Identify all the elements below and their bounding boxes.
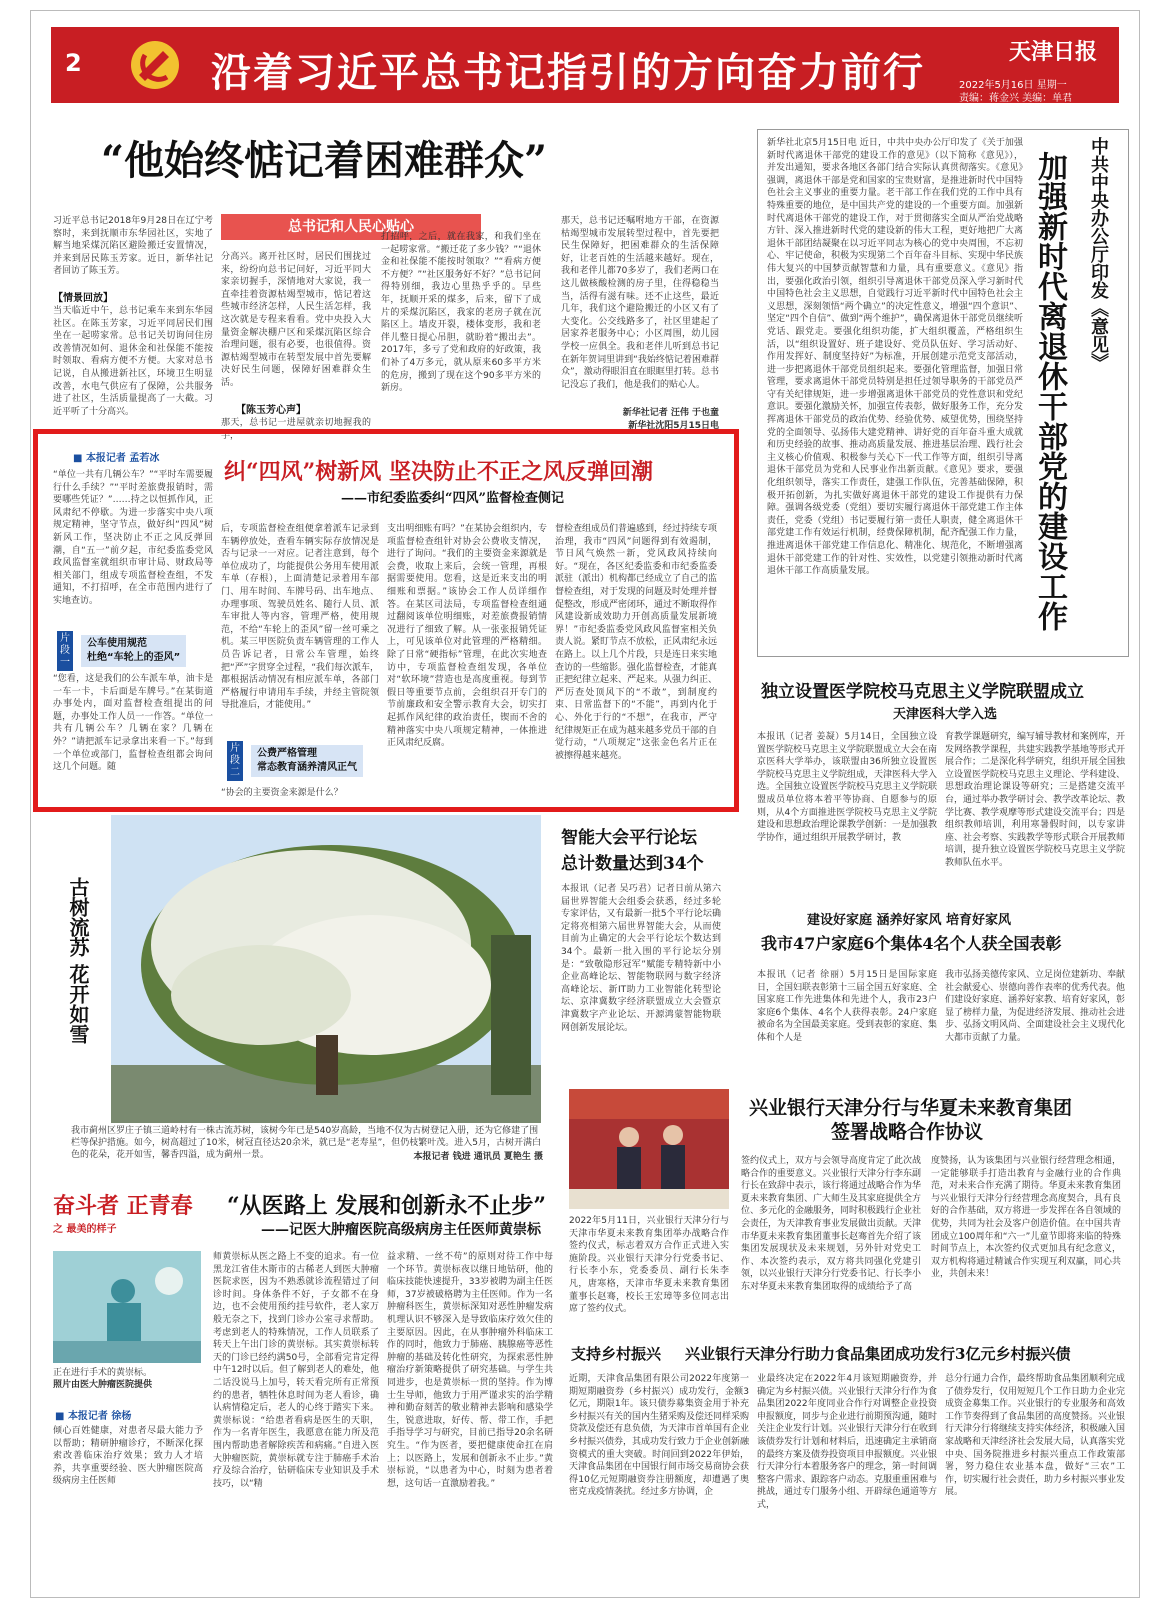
issue-meta [959, 79, 1111, 105]
article1-dateline: 新华社沈阳5月15日电 [628, 421, 719, 431]
article6-col1: 倾心百姓健康，对患者尽最大能力予以帮助；精研肿瘤诊疗，不断深化探索改善临床治疗效果；致力人才培养，共享重要经验、医大肿瘤医院高级病房主任医师 [53, 1426, 203, 1487]
article8-col2: 业最终决定在2022年4月该短期融资券，并确定为乡村振兴债。兴业银行天津分行作为食品集团2022年度同业合作行对调整企业投资申报额度，同步与企业进行前期预沟通，随时关注企业发行计划。兴业银行天津分行在收到该债券发行计划和材料后，迅速确定主承销商的最终方案及债券投资项目申报额度。兴业银行天津分行本着服务客户的理念，第一时间调整客户需求、跟踪客户动态。克服重重困难与挑战，通过专门服务小组、开辟绿色通道等方式， [757, 1374, 938, 1510]
article5-col1: 本报讯（记者 徐丽）5月15日是国际家庭日，全国妇联表彰第十三届全国五好家庭、全国家庭工作先进集体和先进个人，我市23户家庭6个集体、4名个人获得表彰。24户家庭被命名为全国最美家庭。受到表彰的家庭、集体和个人是 [757, 970, 938, 1043]
article1-col4: 那天，总书记还嘱咐地方干部，在资源枯竭型城市发展转型过程中，首先要把民生保障好，把困难群众的生活保障好，让老百姓的生活越来越好。现在，我和老伴儿都70多岁了，我们老两口在这儿做核酸检测的房子里，住得稳稳当当，活得有滋有味。还不止这些，最近几年，我们这个避险搬迁的小区又有了大变化。公交线路多了，社区里建起了居家养老服务中心；小区周围，幼儿园学校一应俱全。我和老伴儿听到总书记在新年贺词里讲到“我始终惦记着困难群众”，激动得眼泪直在眼眶里打转。总书记没忘了我们，他是我们的贴心人。 [561, 216, 719, 390]
tree-photo [111, 815, 541, 1123]
article7-headline-2: 签署战略合作协议 [831, 1121, 984, 1143]
paper-name: 天津日报 [1009, 39, 1098, 65]
article1-sub2: 【陈玉芳心声】 [236, 405, 306, 416]
article8-headline-left: 支持乡村振兴 [571, 1345, 662, 1363]
article2-piece2: “协会的主要资金来源是什么？ [221, 788, 343, 798]
pianduan-1-line2: 杜绝“车轮上的歪风” [87, 652, 181, 663]
signing-illustration [569, 1089, 729, 1209]
sidebar-text: 新华社北京5月15日电 近日，中共中央办公厅印发了《关于加强新时代离退休干部党的建设工作的意见》（以下简称《意见》），并发出通知，要求各地区各部门结合实际认真贯彻落实。《意见》强调，离退休干部是党和国家的宝贵财富，是推进新时代中国特色社会主义事业的重要力量。老干部工作在我们党的工作中具有特殊重要的地位，是中国共产党的建设的一个重要方面。加强新时代离退休干部党的建设工作，对于贯彻落实全面从严治党战略方针、深入推进新时代党的建设新的伟大工程，更好地把广大离退休干部团结凝聚在以习近平同志为核心的党中央周围，不忘初心、牢记使命，积极为实现第二个百年奋斗目标、实现中华民族伟大复兴的中国梦贡献智慧和力量，具有重要意义。《意见》指出，要强化政治引领，组织引导离退休干部党员深入学习新时代中国特色社会主义思想，自觉践行习近平新时代中国特色社会主义思想，深刻领悟“两个确立”的决定性意义，增强“四个意识”、坚定“四个自信”、做到“两个维护”，确保离退休干部党员继续听党话、跟党走。要强化组织功能，扩大组织覆盖，严格组织生活，以“组织设置好、班子建设好、党员队伍好、学习活动好、作用发挥好、制度坚持好”为标准，开展创建示范党支部活动，进一步把离退休干部党员组织起来。要强化管理监督，加强日常管理，要求离退休干部党员特别是担任过领导职务的干部党员严守有关纪律规矩，进一步增强离退休干部党员的党性意识和党纪意识。要强化激励关怀，加强宣传表彰，做好服务工作，充分发挥离退休干部党员的政治优势、经验优势、威望优势，围绕坚持党的全面领导、弘扬伟大建党精神、讲好党的百年奋斗重大成就和历史经验的故事、推动高质量发展、推进基层治理、践行社会主义核心价值观、积极参与关心下一代工作等方面，组织引导离退休干部党员为党和人民事业作出新贡献。《意见》要求，要强化组织领导，落实工作责任，建强工作队伍，完善基础保障，积极开拓创新，为扎实做好离退休干部党的建设工作提供有力保障。强调各级党委（党组）要切实履行离退休干部党建工作主体责任，党委（党组）书记要履行第一责任人职责，健全离退休干部党建工作有效运行机制，经费保障机制，配齐配强工作力量，推进离退休干部党建工作信息化、精准化、规范化，不断增强离退休干部党建工作的针对性、实效性，以党建引领推动新时代离退休干部工作高质量发展。 [767, 138, 1023, 577]
article3-headline: 独立设置医学院校马克思主义学院联盟成立 [761, 682, 1084, 702]
banner-title: 沿着习近平总书记指引的方向奋力前行 [211, 49, 925, 96]
article5-col2: 我市弘扬美德传家风、立足岗位建新功、奉献社会献爱心、崇德向善作表率的优秀代表。他们建设好家庭、涵养好家教、培育好家风，彰显了榜样力量，为促进经济发展、推动社会进步、弘扬文明风尚、全面建设社会主义现代化大都市贡献了力量。 [945, 970, 1126, 1043]
surgery-photo [53, 1251, 201, 1363]
signing-photo [569, 1089, 729, 1209]
article6-subheadline: ——记医大肿瘤医院高级病房主任医师黄崇标 [261, 1222, 541, 1238]
article7-headline-1: 兴业银行天津分行与华夏未来教育集团 [749, 1097, 1073, 1119]
article8-headline-right: 兴业银行天津分行助力食品集团成功发行3亿元乡村振兴债 [685, 1345, 1071, 1363]
column-name: 奋斗者 正青春 [53, 1189, 211, 1220]
article7-col3: 度赞扬，认为该集团与兴业银行经营理念相通，一定能够联手打造出教育与金融行业的合作典范，对未来合作充满了期待。华夏未来教育集团与兴业银行天津分行经营理念高度契合，具有良好的合作基础，双方将进一步发挥在各自领域的优势，共同为社会及客户创造价值。在中国共青团成立100周年和“六一”儿童节即将来临的特殊时间节点上，本次签约仪式更加具有纪念意义，双方机构将通过精诚合作实现互利双赢，同心共业，共创未来！ [931, 1156, 1121, 1280]
article6-col2: 师黄崇标从医之路上不变的追求。有一位黑龙江省佳木斯市的古稀老人到医大肿瘤医院求医，因为不熟悉就诊流程错过了问诊时间。身体条件不好，子女都不在身边，也不会使用预约挂号软件，老人家万般无奈之下，找到门诊办公室寻求帮助。考虑到老人的特殊情况，工作人员联系了转天上午出门诊的黄崇标。其实黄崇标转天的门诊已经约满50号，全部看完肯定得中午12时以后。但了解到老人的难处，他二话没说马上加号，转天看完所有正常预约的患者，牺牲休息时间为老人看诊，确认病情稳定后，老人的心终于踏实下来。黄崇标说：“给患者看病是医生的天职，作为一名青年医生，我愿意在能力所及范围内帮助患者解除疾苦和病痛。”自进入医大肿瘤医院，黄崇标就专注于肺癌手术治疗及综合治疗，钻研临床专业知识及手术技巧，以“精 [213, 1252, 379, 1489]
article5-headline-2: 我市47户家庭6个集体4名个人获全国表彰 [761, 934, 1062, 953]
article1-p2: 那天，总书记一进屋就亲切地握我的手， [221, 418, 371, 441]
pianduan-2-line2: 常态教育涵养清风正气 [257, 762, 357, 773]
article6-headline: “从医路上 发展和创新永不止步” [227, 1193, 546, 1219]
article1-col1: 当天临近中午，总书记乘车来到东华园社区。在陈玉芳家，习近平同居民们围坐在一起唠家常。总书记关切询问住房改善情况如何、退休金和社保能不能按时领取、看病方便不方便。大家对总书记说，自从搬进新社区，环境卫生明显改善，水电气供应有了保障，公共服务进了社区，生活质量提高了一大截。习近平听了十分高兴。 [53, 306, 213, 417]
pianduan-1-line1: 公车使用规范 [87, 638, 147, 649]
article1-credit: 新华社记者 汪伟 于也童 [622, 408, 719, 418]
photo-caption: 我市蓟州区罗庄子镇三道岭村有一株古流苏树，该树今年已是540岁高龄，当地不仅为古树登记入册，还为它修建了围栏等保护措施。如今，树高超过了10米，树冠直径达20余米，就已是“老寿星”，但仍枝繁叶茂。进入5月，古树开满白色的花朵，花开如雪，馨香四溢，成为蓟州一景。 [71, 1126, 541, 1160]
article2-byline: ■ 本报记者 孟若冰 [73, 449, 159, 464]
issue-date: 2022年5月16日 星期一 [959, 80, 1067, 91]
article2-piece1: “您看，这是我们的公车派车单，油卡是一车一卡，卡后面是车牌号。”在某街道办事处内，面对监督检查组提出的问题，办事处工作人员一一作答。“单位一共有几辆公车？几辆在家？几辆在外？”请把派车记录拿出来看一下。”每到一个单位或部门，监督检查组都会询问这几个问题。随 [53, 674, 213, 773]
party-emblem-icon [123, 37, 187, 93]
article4-headline-2: 总计数量达到34个 [561, 854, 704, 874]
article1-lead: 习近平总书记2018年9月28日在辽宁考察时，来到抚顺市东华园社区，实地了解当地采煤沉陷区避险搬迁安置情况，并来到居民陈玉芳家。近日，新华社记者回访了陈玉芳。 [53, 216, 213, 277]
article8-col3: 总分行通力合作，最终帮助食品集团顺利完成了债券发行，仅用短短几个工作日助力企业完成资金募集工作。兴业银行的专业服务和高效工作节奏得到了食品集团的高度赞扬。兴业银行天津分行将继续支持实体经济，积极融入国家战略和天津经济社会发展大局，认真落实党中央、国务院推进乡村振兴重点工作政策部署，努力稳住农业基本盘，做好“三农”工作，切实履行社会责任，助力乡村振兴事业发展。 [945, 1374, 1126, 1498]
pianduan-2 [227, 741, 363, 781]
photo-credit: 本报记者 钱进 通讯员 夏艳生 摄 [413, 1152, 543, 1162]
article6-byline: ■ 本报记者 徐杨 [55, 1407, 131, 1422]
tree-illustration [111, 815, 541, 1123]
surgery-illustration [53, 1251, 201, 1363]
page-banner [51, 27, 1119, 103]
pianduan-2-line1: 公费严格管理 [257, 748, 317, 759]
article5-headline-1: 建设好家庭 涵养好家风 培育好家风 [807, 913, 1012, 928]
article2-col1: “单位一共有几辆公车？”“平时车需要履行什么手续？”“平时差旅费报销时，需要哪些凭证？”……持之以恒抓作风，正风肃纪不停歇。为进一步落实中央八项规定精神，坚守节点，做好纠“四风”树新风工作，坚决防止不正之风反弹回潮，自“五一”前夕起，市纪委监委党风政风监督室就组织市审计局、财政局等相关部门，组成专项监督检查组，不发通知，不打招呼，在全市范围内进行了实地查访。 [53, 470, 213, 606]
article3-subheadline: 天津医科大学入选 [893, 707, 998, 722]
article1-col2: 分高兴。离开社区时，居民们围拢过来，纷纷向总书记问好，习近平同大家亲切握手，深情地对大家说，我一直牵挂着资源枯竭型城市，惦记着这些城市经济怎样，人民生活怎样，我这次就是专程来看看。党中央投入大量资金解决棚户区和采煤沉陷区综合治理问题，很有必要，也很值得。资源枯竭型城市在转型发展中首先要解决好民生问题，保障好困难群众生活。 [221, 252, 371, 388]
issue-editors: 责编：蒋金兴 美编：单君 [959, 93, 1073, 104]
article1-col3: 打招呼，之后，就在我家，和我们坐在一起唠家常。“搬迁花了多少钱？”“退休金和社保能不能按时领取？”“看病方便不方便？”“社区服务好不好？”总书记问得特别细，我边心里热乎乎的。早些年，抚顺开采的煤多，后来，留下了成片的采煤沉陷区，我家的老房子就在沉陷区上。墙皮开裂，楼体变形，我和老伴儿整日提心吊胆，就盼着“搬出去”。2017年，多亏了党和政府的好政策，我们补了4万多元，就从原来60多平方米的危房，搬到了现在这个90多平方米的新房。 [381, 232, 541, 394]
sidebar-title-1: 中共中央办公厅印发《意见》 [1088, 137, 1109, 371]
surgery-photo-credit: 照片由医大肿瘤医院提供 [53, 1380, 153, 1390]
article6-col3: 益求精、一丝不苟”的原则对待工作中每一个环节。黄崇标夜以继日地钻研，他的临床技能快速提升，33岁被聘为副主任医师，37岁被破格聘为主任医师。作为一名肿瘤科医生，黄崇标深知对恶性肿瘤发病机理认识不够深入是导致临床疗效欠佳的主要原因。因此，在从事肿瘤外科临床工作的同时，他致力于肺癌、胰腺癌等恶性肿瘤的基础及转化性研究，为探索恶性肿瘤治疗新策略提供了研究基础。与学生共同进步，也是黄崇标一贯的坚持。作为博士生导师，他致力于用严谨求实的治学精神和勤奋刻苦的敬业精神去影响和感染学生，锐意进取，好传、帮、带工作，手把手指导学习与研究，目前已指导20余名研究生。“作为医者，要把健康使命扛在肩上；以医路上，发展和创新永不止步。”黄崇标说，“以患者为中心，时刻为患者着想，这句话一直激励着我。” [387, 1252, 553, 1489]
article2-headline: 纠“四风”树新风 坚决防止不正之风反弹回潮 [224, 459, 653, 485]
article7-col2: 签约仪式上，双方与会领导高度肯定了此次战略合作的重要意义。兴业银行天津分行李东副行长在致辞中表示，该行将通过战略合作为华夏未来教育集团、广大师生及其家庭提供全方位、多元化的金融服务，同时积极践行企业社会责任，为天津教育事业发展做出贡献。天津市华夏未来教育集团董事长赵骞首先介绍了该集团发展现状及未来规划，另外针对党史工作、本次签约表示，双方将共同强化党建引领，以兴业银行天津分行党委书记、行长李小东对华夏未来教育集团取得的成绩给予了高 [741, 1156, 922, 1292]
newspaper-page [30, 10, 1140, 1598]
column-sub: 之 最美的样子 [53, 1224, 117, 1235]
article2-col3: 支出明细账有吗？”在某协会组织内，专项监督检查组针对协会公费收支情况，进行了询问。“我们的主要资金来源就是会费，收取上来后，会统一管理，再根据需要使用。您看，这是近来支出的明细账和票据。”该协会工作人员详细作答。在某区司法局，专项监督检查组通过翻阅该单位明细账，对差旅费报销情况进行了细致了解。从一张张报销凭证上，可见该单位对此管理的严格精细。除了日常“硬指标”管理，在此次实地查访中，专项监督检查组发现，各单位对“软环境”营造也是高度重视。每到节假日等重要节点前，会组织召开专门的节前廉政和安全警示教育大会，切实打起抓作风纪律的政治责任，锲而不舍的精神落实中央八项规定精神，一体推进正风肃纪反腐。 [387, 524, 547, 749]
sidebar-title-2: 加强新时代离退休干部党的建设工作 [1032, 151, 1067, 631]
surgery-photo-caption: 正在进行手术的黄崇标。 [53, 1368, 153, 1378]
page-number: 2 [65, 49, 82, 77]
pianduan-1-tag: 片段一 [57, 631, 73, 671]
article3-col2: 育教学课题研究，编写辅导教材和案例库，开发网络教学课程，共建实践教学基地等形式开展合作；二是深化科学研究，组织开展全国独立设置医学院校马克思主义理论、学科建设、思想政治理论课设等研究；三是搭建交流平台，通过举办教学研讨会、教学改革论坛、教学比赛、教学观摩等形式建设交流平台；四是组织教师培训，利用寒暑假时间，以专家讲座、社会考察、实践教学等形式联合开展教师培训，提升独立设置医学院校马克思主义学院教师队伍水平。 [945, 732, 1126, 868]
article3-col1: 本报讯（记者 姜凝）5月14日，全国独立设置医学院校马克思主义学院联盟成立大会在南京医科大学举办，该联盟由36所独立设置医学院校马克思主义学院组成，天津医科大学入选。全国独立设置医学院校马克思主义学院联盟成员单位将本着平等协商、自愿参与的原则，从4个方面推进医学院校马克思主义学院建设和思想政治理论课教学创新：一是加强教学协作，通过组织开展教学研讨，教 [757, 732, 938, 843]
article1-section-tab: 总书记和人民心贴心 [221, 214, 481, 240]
article1-headline: “他始终惦记着困难群众” [101, 137, 548, 184]
photo-vertical-title: 古树流苏 花开如雪 [66, 877, 90, 1044]
article7-col1: 2022年5月11日，兴业银行天津分行与天津市华夏未来教育集团举办战略合作签约仪式，标志着双方合作正式进入实施阶段。兴业银行天津分行党委书记、行长李小东，党委委员、副行长朱李凡，唐寒格，天津市华夏未来教育集团董事长赵骞，校长王宏璋等多位同志出席了签约仪式。 [569, 1216, 729, 1315]
article8-col1: 近期，天津食品集团有限公司2022年度第一期短期融资券（乡村振兴）成功发行，金额3亿元，期限1年。该只债券募集资金用于补充乡村振兴有关的国内生猪采购及偿还同样采购贷款及偿还有息负债，为天津市首单国有企业乡村振兴债券，其成功发行致力于企业创新融资模式的重大突破。时间回到2022年伊始，天津食品集团在中国银行间市场交易商协会获得10亿元短期融资券注册额度，却遭遇了奥密克戎疫情袭扰。经过多方协调，企 [569, 1374, 750, 1498]
column-logo [53, 1189, 211, 1235]
article2-subheadline: ——市纪委监委纠“四风”监督检查侧记 [341, 491, 564, 506]
article4-text: 本报讯（记者 吴巧君）记者日前从第六届世界智能大会组委会获悉，经过多轮专家评估，又有最新一批5个平行论坛确定将亮相第六届世界智能大会，从而使目前为止确定的大会平行论坛个数达到34个。最新一批入围的平行论坛分别是：“致敬隐形冠军”赋能专精特新中小企业高峰论坛、智能物联网与数字经济高峰论坛、新IT助力工业智能化转型论坛、京津冀数字经济联盟成立大会暨京津冀数字产业论坛、开源鸿蒙智能物联网创新发展论坛。 [561, 884, 721, 1033]
pianduan-1 [57, 631, 186, 671]
article2-col4: 督检查组成员们普遍感到，经过持续专项治理，我市“四风”问题得到有效遏制，节日风气焕然一新，党风政风持续向好。“现在，各区纪委监委和市纪委监委派驻（派出）机构都已经成立了自己的监督检查组，对于发现的问题及时处理并督促整改，形成严密闭环，通过不断取得作风建设新成效助力开创高质量发展新境界！”市纪委监委党风政风监督室相关负责人说。紧盯节点不放松，正风肃纪永远在路上。以上几个片段，只是连日来实地查访的一些缩影。强化监督检查，才能真正把纪律立起来、严起来。从强力纠正、严厉查处顶风下的“不敢”，到制度约束、日常监督下的“不能”，再到内化于心、外化于行的“不想”，在我市，严守纪律规矩正在成为越来越多党员干部的自觉行动，“八项规定”这张金色名片正在被擦得越来越亮。 [555, 524, 718, 761]
article1-sub1: 【情景回放】 [53, 293, 113, 304]
article2-col2: 后，专项监督检查组便拿着派车记录到车辆停放处，查看车辆实际存放情况是否与记录一一对应。记者注意到，每个单位成功了，均能提供公务用车使用派车单（存根），上面清楚记录着用车部门、用车时间、车牌号码、出车地点、办理事项、驾驶员姓名、随行人员、派车审批人等内容，管理严格，使用规范，不给“车轮上的歪风”留一丝可乘之机。某三甲医院负责车辆管理的工作人员告诉记者，日常公车管理，始终把“严”字贯穿全过程，“我们每次派车，都根据活动情况有相应派车单，各部门严格履行申请用车手续，并经主管院领导批准后，才能使用。” [221, 524, 379, 711]
article4-headline-1: 智能大会平行论坛 [561, 828, 697, 848]
pianduan-2-tag: 片段二 [227, 741, 243, 781]
